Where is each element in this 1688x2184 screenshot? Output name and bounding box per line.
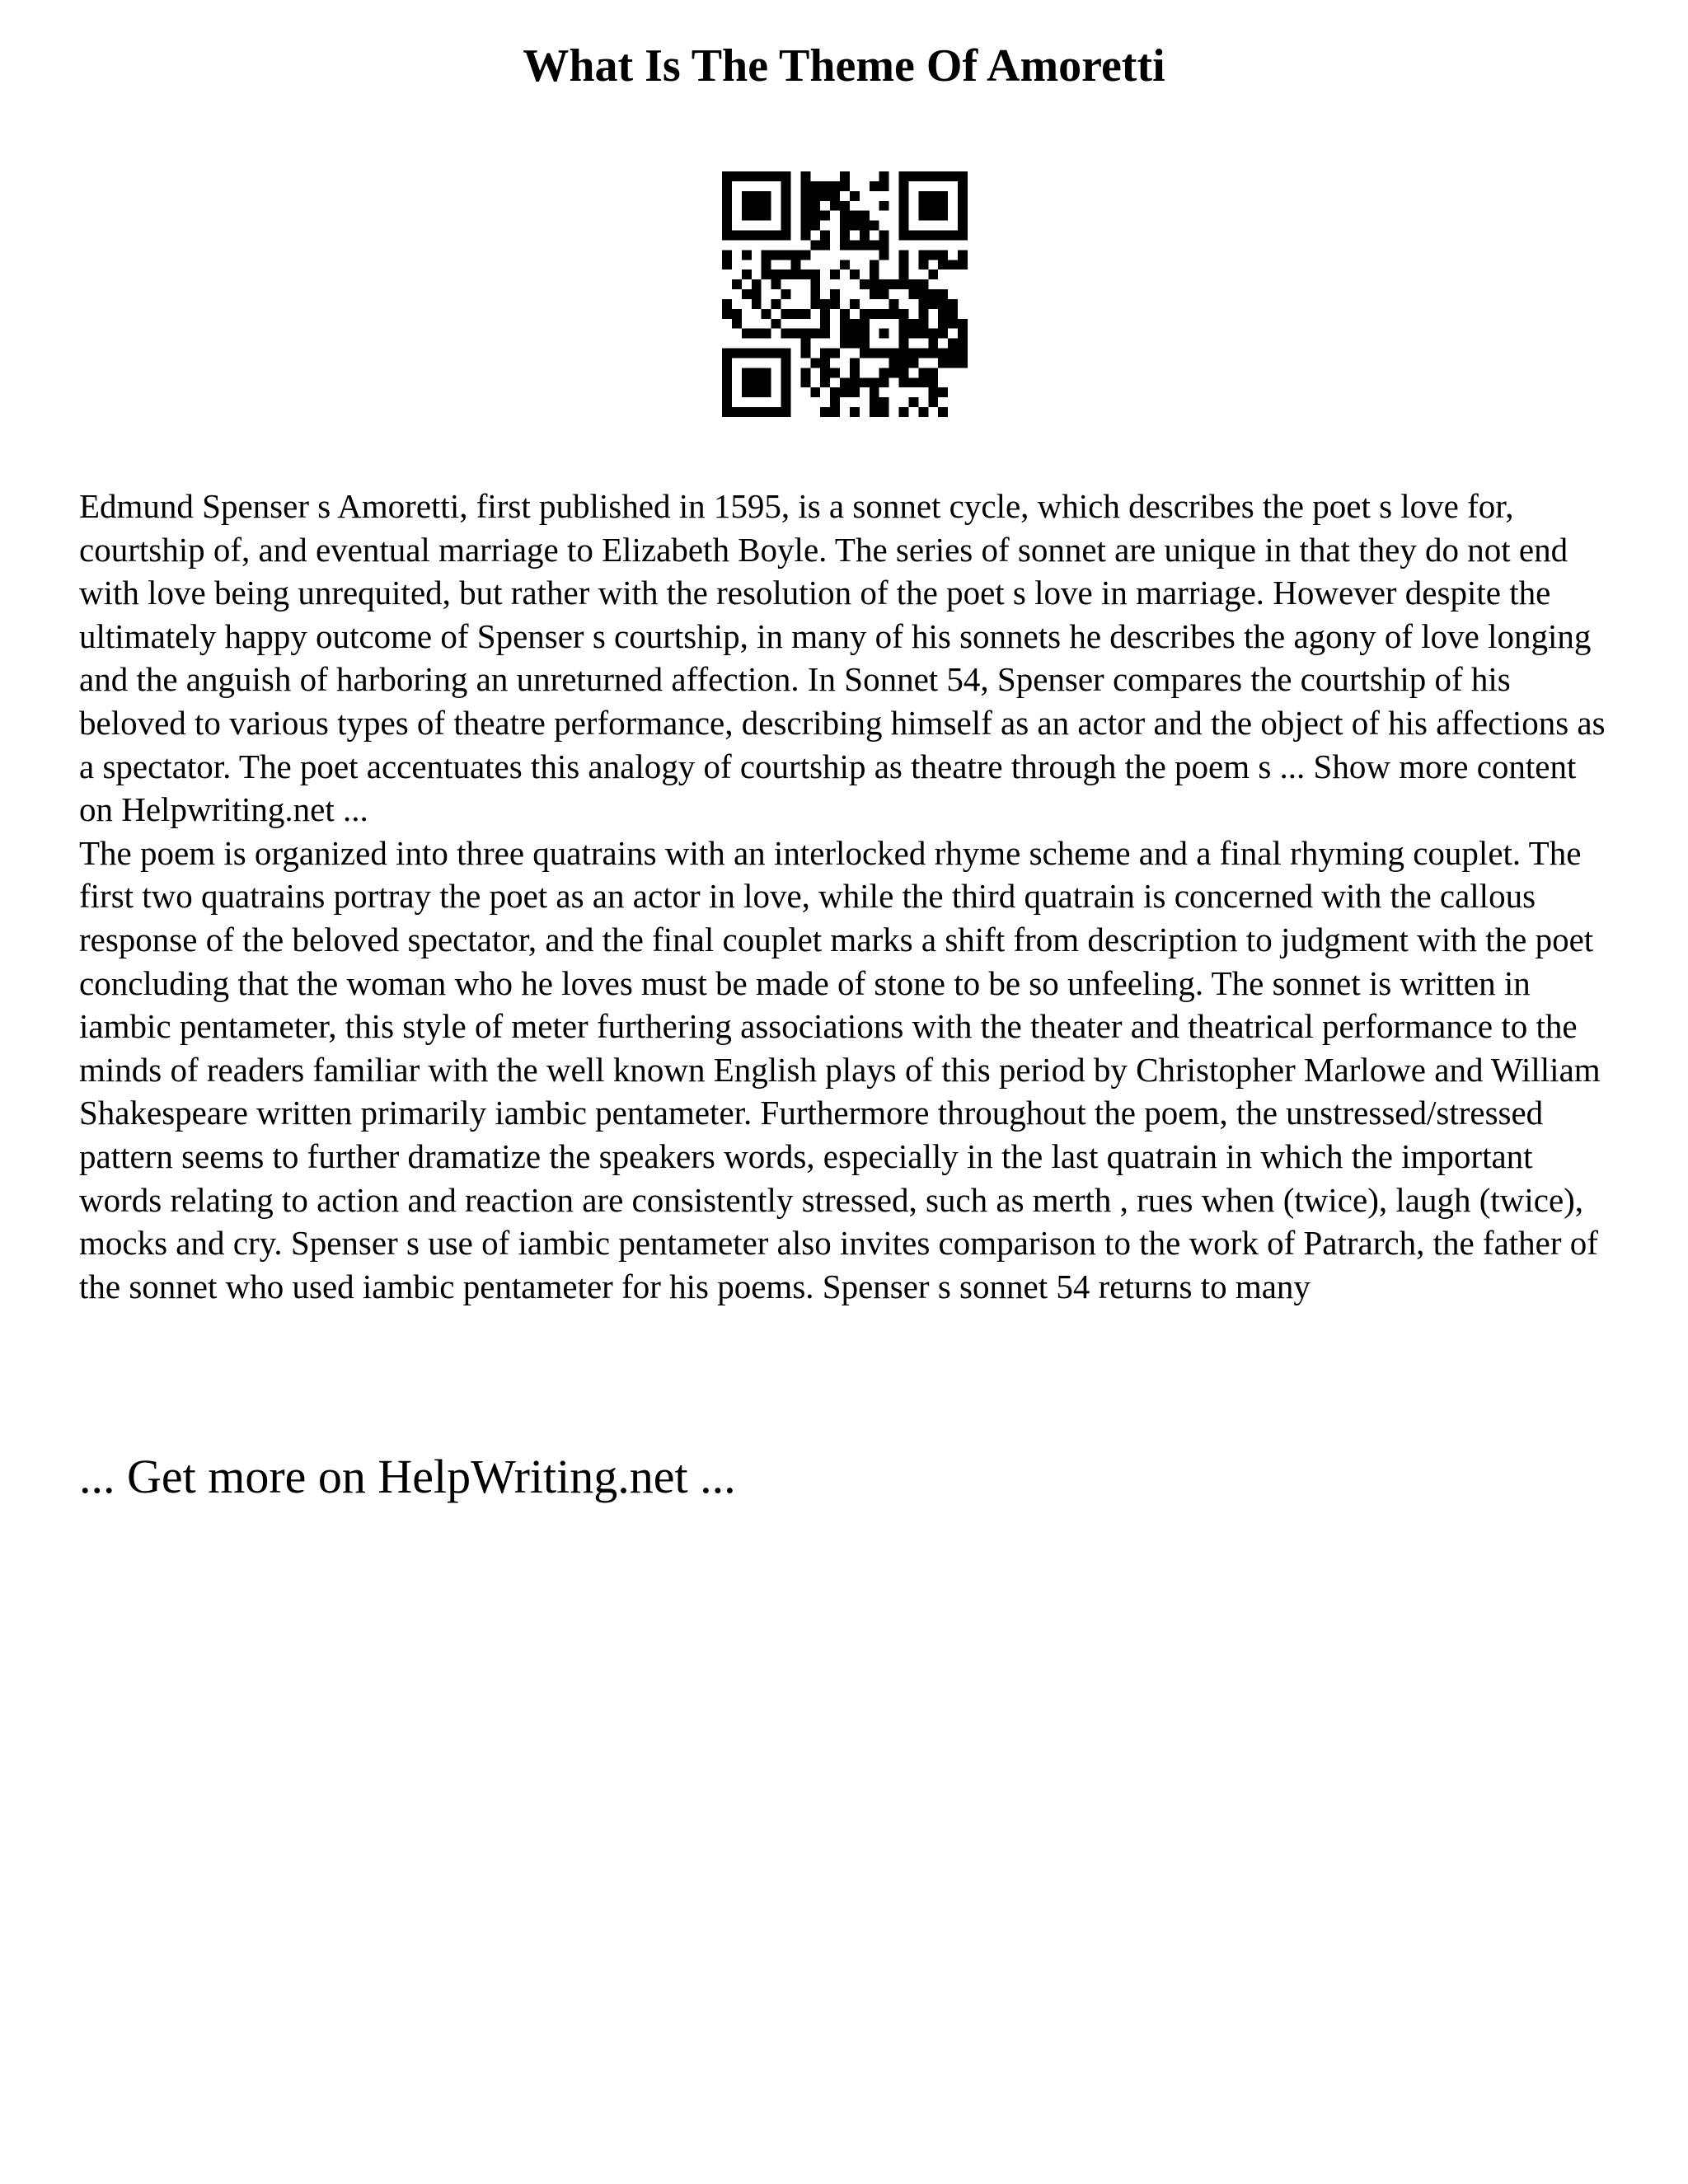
article-paragraph: Edmund Spenser s Amoretti, first published in 1595, is a sonnet cycle, which describes the poet s love for, courtship of, and eventual marriage to Elizabeth Boyle. The series of sonnet are unique in that they do not end with love being unrequited, but rather with the resolution of the poet s love in marriage. However despite the ultimately happy outcome of Spenser s courtship, in many of his sonnets he describes the agony of love longing and the anguish of harboring an unreturned affection. In Sonnet 54, Spenser compares the courtship of his beloved to various types of theatre performance, describing himself as an actor and the object of his affections as a spectator. The poet accentuates this analogy of courtship as theatre through the poem s ... Show more content on Helpwriting.net ... [79,487,1606,829]
get-more-link[interactable]: ... Get more on HelpWriting.net ... [79,1450,736,1503]
qr-code-icon [722,171,968,417]
page-title: What Is The Theme Of Amoretti [523,40,1165,91]
qr-code [722,171,968,417]
article-body [79,485,1615,1308]
article-paragraph: The poem is organized into three quatrains with an interlocked rhyme scheme and a final rhyming couplet. The first two quatrains portray the poet as an actor in love, while the third quatrain is concerned with the callous response of the beloved spectator, and the final couplet marks a shift from description to judgment with the poet concluding that the woman who he loves must be made of stone to be so unfeeling. The sonnet is written in iambic pentameter, this style of meter furthering associations with the theater and theatrical performance to the minds of readers familiar with the well known English plays of this period by Christopher Marlowe and William Shakespeare written primarily iambic pentameter. Furthermore throughout the poem, the unstressed/stressed pattern seems to further dramatize the speakers words, especially in the last quatrain in which the important words relating to action and reaction are consistently stressed, such as merth , rues when (twice), laugh (twice), mocks and cry. Spenser s use of iambic pentameter also invites comparison to the work of Patrarch, the father of the sonnet who used iambic pentameter for his poems. Spenser s sonnet 54 returns to many [79,833,1601,1305]
